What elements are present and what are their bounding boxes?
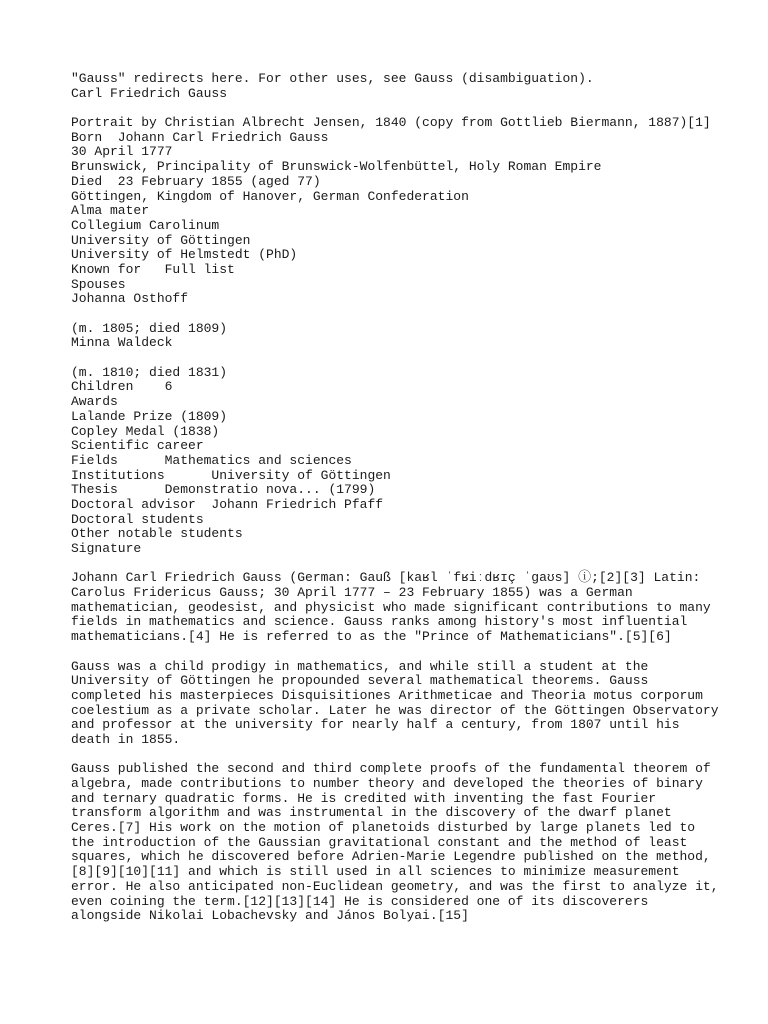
born-line: Born Johann Carl Friedrich Gauss: [71, 129, 329, 145]
paragraph-line: Johann Carl Friedrich Gauss (German: Gauß [kaʁl ˈfʁiːdʁɪç ˈɡaʊs] ⓘ;[2][3] Latin:: [71, 570, 701, 586]
paragraph-intro: [71, 571, 751, 644]
blank-line: [71, 557, 751, 572]
paragraph-line: University of Göttingen he propounded several mathematical theorems. Gauss: [71, 673, 649, 689]
blank-line: [71, 748, 751, 763]
thesis-line: Thesis Demonstratio nova... (1799): [71, 482, 376, 498]
spouse-name: Johanna Osthoff: [71, 291, 189, 307]
paragraph-line: alongside Nikolai Lobachevsky and János Bolyai.[15]: [71, 908, 469, 924]
paragraph-line: mathematicians.[4] He is referred to as the "Prince of Mathematicians".[5][6]: [71, 629, 672, 645]
paragraph-line: mathematician, geodesist, and physicist who made significant contributions to many: [71, 599, 711, 615]
awards-label: Awards: [71, 394, 118, 410]
known-for-line: Known for Full list: [71, 261, 235, 277]
paragraph-line: death in 1855.: [71, 731, 181, 747]
spouses-label: Spouses: [71, 276, 126, 292]
children-line: Children 6: [71, 379, 173, 395]
portrait-caption: Portrait by Christian Albrecht Jensen, 1840 (copy from Gottlieb Biermann, 1887)[1]: [71, 115, 711, 131]
paragraph-line: error. He also anticipated non-Euclidean geometry, and was the first to analyze it,: [71, 878, 719, 894]
died-place: Göttingen, Kingdom of Hanover, German Confederation: [71, 188, 469, 204]
paragraph-line: fields in mathematics and science. Gauss ranks among history's most influential: [71, 614, 688, 630]
alma-mater-label: Alma mater: [71, 203, 150, 219]
paragraph-contributions: [71, 762, 751, 924]
paragraph-line: squares, which he discovered before Adrien-Marie Legendre published on the method,: [71, 849, 711, 865]
paragraph-line: Gauss published the second and third complete proofs of the fundamental theorem of: [71, 761, 711, 777]
alma-mater-item: University of Helmstedt (PhD): [71, 247, 298, 263]
article-title: Carl Friedrich Gauss: [71, 85, 228, 101]
blank-line: [71, 351, 751, 366]
paragraph-line: Ceres.[7] His work on the motion of planetoids disturbed by large planets led to: [71, 820, 696, 836]
paragraph-line: Gauss was a child prodigy in mathematics, and while still a student at the: [71, 658, 649, 674]
blank-line: [71, 645, 751, 660]
fields-line: Fields Mathematics and sciences: [71, 452, 352, 468]
died-line: Died 23 February 1855 (aged 77): [71, 173, 321, 189]
signature-label: Signature: [71, 541, 142, 556]
born-place: Brunswick, Principality of Brunswick-Wolfenbüttel, Holy Roman Empire: [71, 159, 602, 175]
paragraph-line: and professor at the university for nearly half a century, from 1807 until his: [71, 717, 680, 733]
paragraph-line: algebra, made contributions to number theory and developed the theories of binary: [71, 776, 703, 791]
institutions-line: Institutions University of Göttingen: [71, 467, 391, 483]
doctoral-advisor-line: Doctoral advisor Johann Friedrich Pfaff: [71, 496, 384, 512]
award-item: Copley Medal (1838): [71, 423, 220, 439]
other-students-label: Other notable students: [71, 526, 243, 542]
paragraph-early-life: [71, 660, 751, 748]
paragraph-line: transform algorithm and was instrumental in the discovery of the dwarf planet: [71, 805, 672, 821]
paragraph-line: completed his masterpieces Disquisitiones Arithmeticae and Theoria motus corporum: [71, 687, 703, 703]
alma-mater-item: Collegium Carolinum: [71, 217, 220, 233]
doctoral-students-label: Doctoral students: [71, 511, 204, 527]
spouse-dates: (m. 1810; died 1831): [71, 364, 228, 380]
hatnote: "Gauss" redirects here. For other uses, see Gauss (disambiguation).: [71, 71, 594, 86]
scientific-career-label: Scientific career: [71, 438, 204, 454]
alma-mater-item: University of Göttingen: [71, 232, 251, 248]
paragraph-line: the introduction of the Gaussian gravitational constant and the method of least: [71, 834, 688, 850]
paragraph-line: Carolus Fridericus Gauss; 30 April 1777 – 23 February 1855) was a German: [71, 585, 633, 601]
blank-line: [71, 101, 751, 116]
paragraph-line: coelestium as a private scholar. Later he was director of the Göttingen Observatory: [71, 702, 719, 718]
spouse-dates: (m. 1805; died 1809): [71, 320, 228, 336]
paragraph-line: [8][9][10][11] and which is still used in all sciences to minimize measurement: [71, 864, 680, 880]
award-item: Lalande Prize (1809): [71, 408, 228, 424]
paragraph-line: even coining the term.[12][13][14] He is considered one of its discoverers: [71, 893, 649, 909]
document-page: [71, 72, 751, 924]
blank-line: [71, 307, 751, 322]
spouse-name: Minna Waldeck: [71, 335, 173, 351]
infobox: [71, 116, 751, 557]
paragraph-line: and ternary quadratic forms. He is credited with inventing the fast Fourier: [71, 790, 657, 806]
born-date: 30 April 1777: [71, 144, 173, 160]
